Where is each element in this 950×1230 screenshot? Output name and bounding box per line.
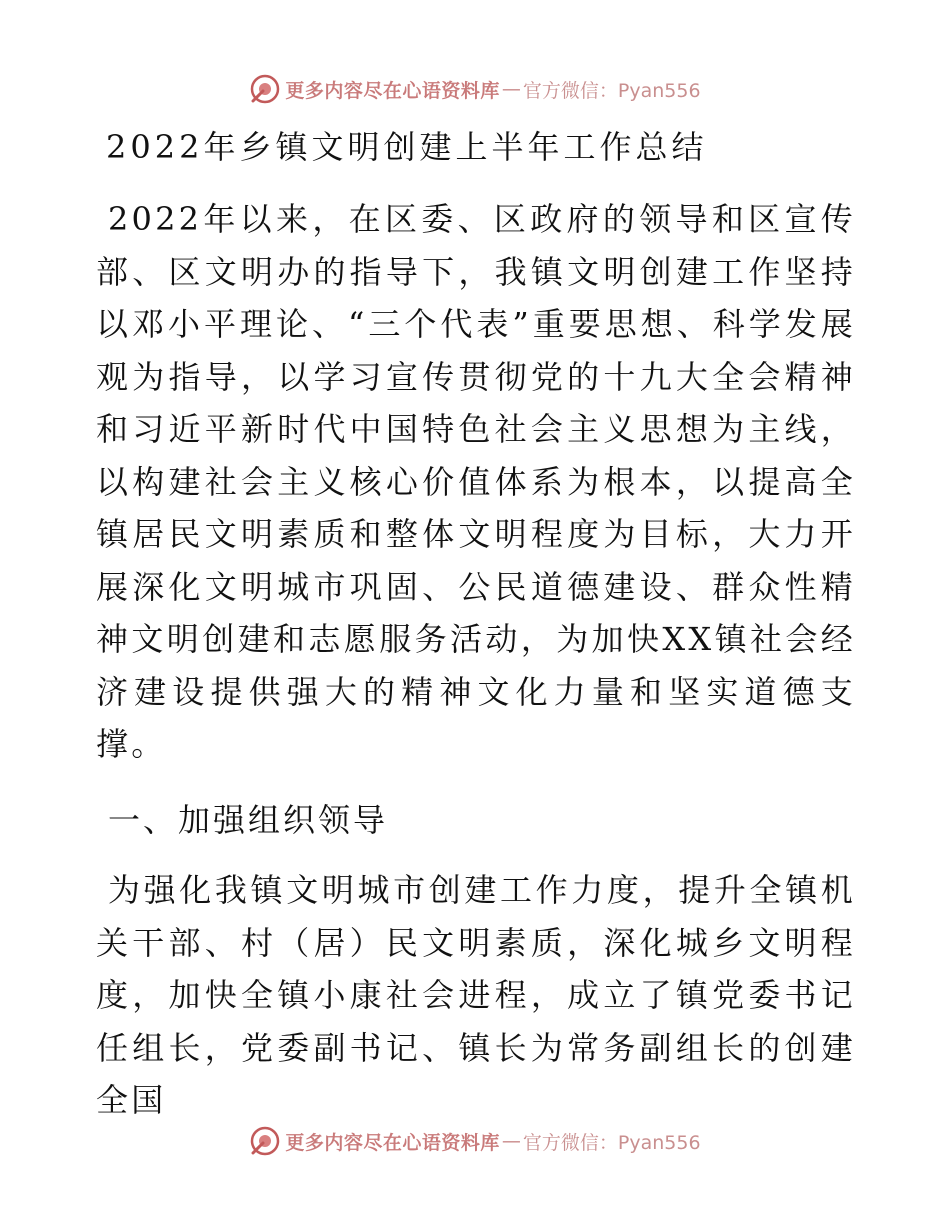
document-title: 2022年乡镇文明创建上半年工作总结 bbox=[106, 128, 708, 166]
watermark-footer bbox=[0, 1124, 950, 1158]
watermark-text: 更多内容尽在心语资料库 bbox=[285, 1131, 500, 1154]
watermark-contact: 官方微信：Pyan556 bbox=[522, 79, 701, 102]
pen-logo-icon bbox=[249, 1125, 281, 1157]
watermark-separator: — bbox=[501, 78, 521, 100]
pen-logo-icon bbox=[249, 73, 281, 105]
watermark-text: 更多内容尽在心语资料库 bbox=[285, 79, 500, 102]
watermark-header bbox=[0, 72, 950, 106]
paragraph-section-1: 为强化我镇文明城市创建工作力度，提升全镇机关干部、村（居）民文明素质，深化城乡文明程度，加快全镇小康社会进程，成立了镇党委书记任组长，党委副书记、镇长为常务副组长的创建全国 bbox=[96, 871, 856, 1119]
section-heading-1: 一、加强组织领导 bbox=[108, 801, 389, 839]
paragraph-intro: 2022年以来，在区委、区政府的领导和区宣传部、区文明办的指导下，我镇文明创建工作坚持以邓小平理论、“三个代表”重要思想、科学发展观为指导，以学习宣传贯彻党的十九大全会精神和习近平新时代中国特色社会主义思想为主线，以构建社会主义核心价值体系为根本，以提高全镇居民文明素质和整体文明程度为目标，大力开展深化文明城市巩固、公民道德建设、群众性精神文明创建和志愿服务活动，为加快XX镇社会经济建设提供强大的精神文化力量和坚实道德支撑。 bbox=[96, 200, 856, 763]
watermark-contact: 官方微信：Pyan556 bbox=[522, 1131, 701, 1154]
watermark-separator: — bbox=[501, 1130, 521, 1152]
